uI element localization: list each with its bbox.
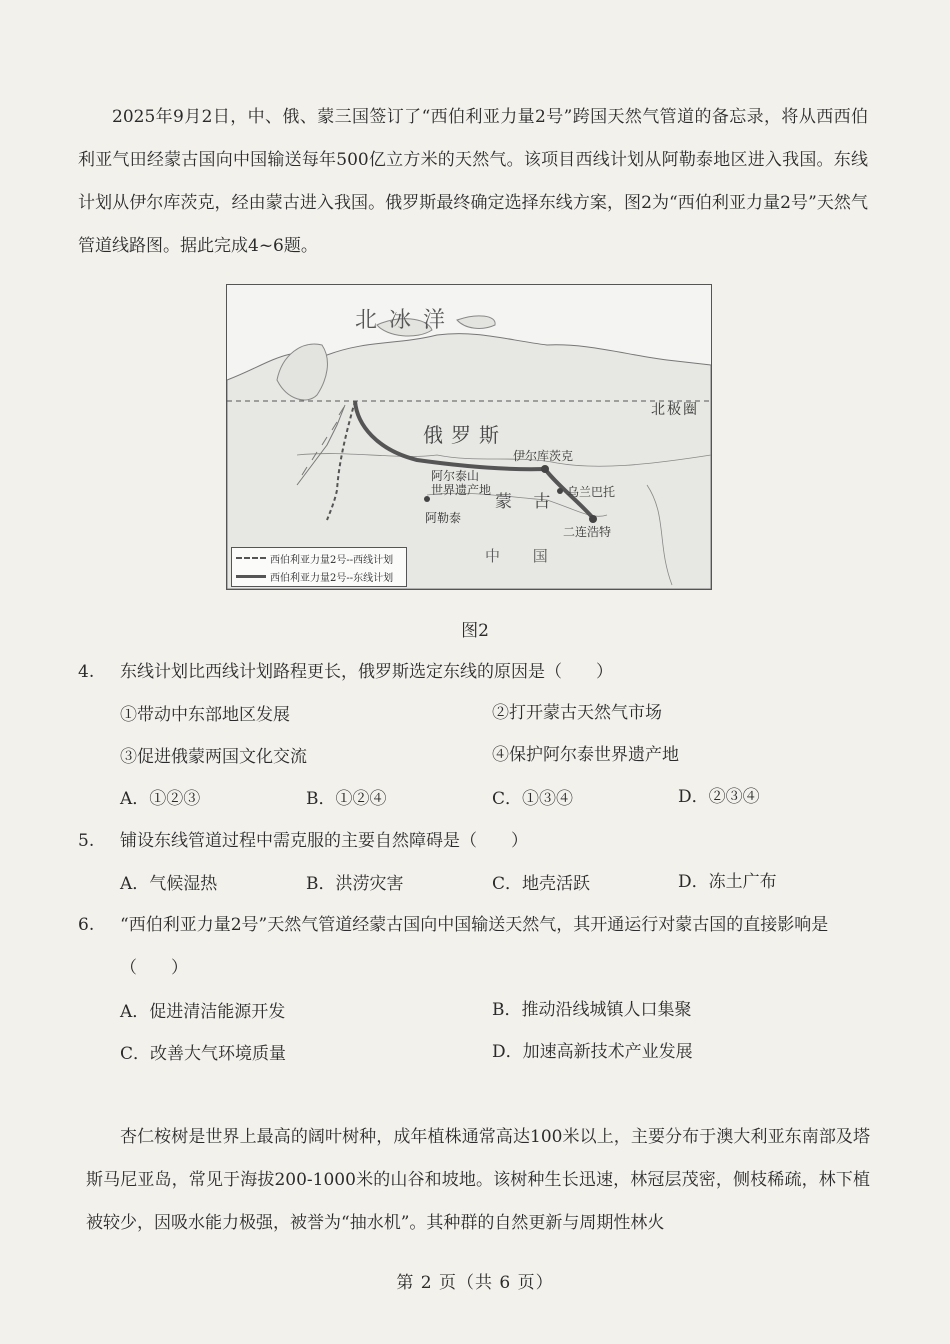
statement-1: ①带动中东部地区发展 bbox=[120, 705, 290, 725]
altai-dot bbox=[424, 496, 430, 502]
mongolia-label: 蒙 古 bbox=[495, 492, 559, 512]
legend-east-label: 西伯利亚力量2号--东线计划 bbox=[270, 572, 394, 584]
page-footer: 第 2 页（共 6 页） bbox=[396, 1273, 554, 1293]
option-a: A．①②③ bbox=[120, 789, 201, 809]
option-b: B．①②④ bbox=[306, 789, 387, 809]
irkutsk-dot bbox=[541, 465, 549, 473]
statement-3: ③促进俄蒙两国文化交流 bbox=[120, 747, 307, 767]
second-paragraph: 杏仁桉树是世界上最高的阔叶树种，成年植株通常高达100米以上，主要分布于澳大利亚东南部及塔斯马尼亚岛，常见于海拔200-1000米的山谷和坡地。该树种生长迅速，林冠层茂密，侧枝稀疏，林下植被较少，因吸水能力极强，被誉为“抽水机”。其种群的自然更新与周期性林火 bbox=[86, 1127, 870, 1233]
pipeline-map bbox=[226, 284, 712, 590]
question-stem: 东线计划比西线计划路程更长，俄罗斯选定东线的原因是（ ） bbox=[120, 662, 613, 682]
altay-label: 阿勒泰 bbox=[425, 511, 462, 525]
option-d: D．加速高新技术产业发展 bbox=[492, 1042, 693, 1062]
statement-4: ④保护阿尔泰世界遗产地 bbox=[492, 745, 679, 765]
arctic-circle-label: 北极圈 bbox=[651, 402, 699, 418]
erenhot-label: 二连浩特 bbox=[563, 525, 612, 539]
legend-west-row bbox=[236, 550, 393, 566]
altai-heritage-label: 阿尔泰山 世界遗产地 bbox=[431, 469, 492, 497]
option-d: D．②③④ bbox=[678, 787, 760, 807]
figure-caption: 图2 bbox=[461, 621, 489, 641]
solid-line-swatch bbox=[236, 575, 266, 578]
option-c: C．①③④ bbox=[492, 789, 574, 809]
ulaanbaatar-label: 乌兰巴托 bbox=[567, 485, 616, 499]
question-number: 4. bbox=[78, 662, 95, 682]
map-legend bbox=[231, 547, 407, 587]
irkutsk-label: 伊尔库茨克 bbox=[513, 449, 574, 463]
option-b: B．洪涝灾害 bbox=[306, 874, 404, 894]
option-c: C．改善大气环境质量 bbox=[120, 1044, 287, 1064]
option-c: C．地壳活跃 bbox=[492, 874, 591, 894]
question-stem: “西伯利亚力量2号”天然气管道经蒙古国向中国输送天然气，其开通运行对蒙古国的直接影响是（ ） bbox=[120, 915, 829, 978]
option-a: A．气候湿热 bbox=[120, 874, 218, 894]
option-b: B．推动沿线城镇人口集聚 bbox=[492, 1000, 692, 1020]
question-number: 6. bbox=[78, 915, 95, 935]
russia-label: 俄罗斯 bbox=[423, 423, 507, 447]
china-label: 中 国 bbox=[485, 547, 562, 565]
option-a: A．促进清洁能源开发 bbox=[120, 1002, 286, 1022]
arctic-ocean-label: 北冰洋 bbox=[355, 308, 458, 333]
question-number: 5. bbox=[78, 831, 95, 851]
legend-west-label: 西伯利亚力量2号--西线计划 bbox=[270, 554, 394, 566]
dashed-line-swatch bbox=[236, 557, 266, 559]
option-d: D．冻土广布 bbox=[678, 872, 777, 892]
legend-east-row bbox=[236, 568, 393, 584]
erenhot-dot bbox=[589, 515, 597, 523]
question-stem: 铺设东线管道过程中需克服的主要自然障碍是（ ） bbox=[120, 831, 528, 851]
statement-2: ②打开蒙古天然气市场 bbox=[492, 703, 662, 723]
intro-paragraph: 2025年9月2日，中、俄、蒙三国签订了“西伯利亚力量2号”跨国天然气管道的备忘录，将从西西伯利亚气田经蒙古国向中国输送每年500亿立方米的天然气。该项目西线计划从阿勒泰地区进入我国。东线计划从伊尔库茨克，经由蒙古进入我国。俄罗斯最终确定选择东线方案，图2为“西伯利亚力量2号”天然气管道线路图。据此完成4~6题。 bbox=[78, 107, 868, 256]
